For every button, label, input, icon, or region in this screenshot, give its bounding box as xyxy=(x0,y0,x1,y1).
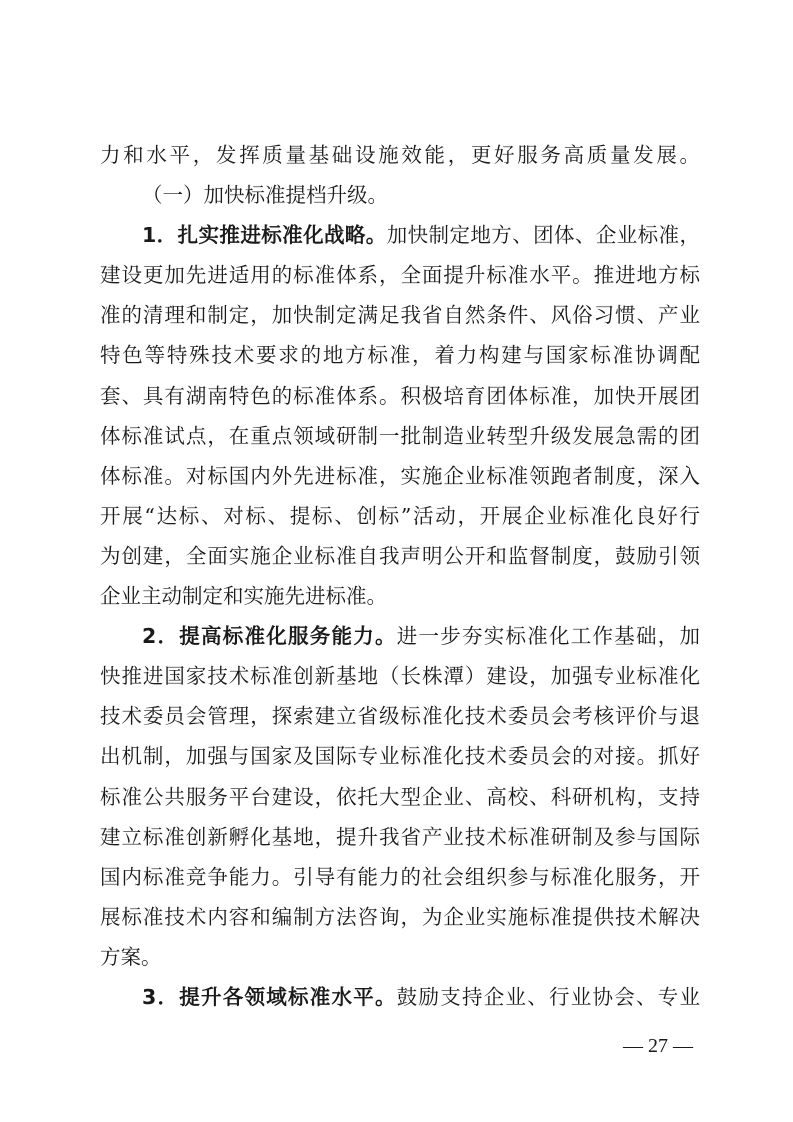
text-line: 套、具有湖南特色的标准体系。积极培育团体标准，加快开展团 xyxy=(100,383,700,408)
item-3-text: 鼓励支持企业、行业协会、专业 xyxy=(396,984,700,1009)
text-line: 体标准。对标国内外先进标准，实施企业标准领跑者制度，深入 xyxy=(100,463,700,488)
text-line: 国内标准竞争能力。引导有能力的社会组织参与标准化服务，开 xyxy=(100,864,700,889)
text-line: 体标准试点，在重点领域研制一批制造业转型升级发展急需的团 xyxy=(100,423,700,448)
page-number: — 27 — xyxy=(623,1035,693,1057)
text-line: 开展“达标、对标、提标、创标”活动，开展企业标准化良好行 xyxy=(100,503,700,528)
text-line: 建设更加先进适用的标准体系，全面提升标准水平。推进地方标 xyxy=(100,263,700,288)
item-2-title: 2．提高标准化服务能力。 xyxy=(142,624,397,649)
item-1-text: 加快制定地方、团体、企业标准， xyxy=(386,223,700,248)
text-line: 准的清理和制定，加快制定满足我省自然条件、风俗习惯、产业 xyxy=(100,303,700,328)
section-heading: （一）加快标准提档升级。 xyxy=(142,183,388,208)
item-3-first-line xyxy=(100,977,700,1017)
text-line: 建立标准创新孵化基地，提升我省产业技术标准研制及参与国际 xyxy=(100,824,700,849)
text-line: 技术委员会管理，探索建立省级标准化技术委员会考核评价与退 xyxy=(100,704,700,729)
text-line: 力和水平，发挥质量基础设施效能，更好服务高质量发展。 xyxy=(100,143,700,167)
item-1-first-line xyxy=(100,215,700,255)
text-line: 为创建，全面实施企业标准自我声明公开和监督制度，鼓励引领 xyxy=(100,543,700,568)
text-line: 标准公共服务平台建设，依托大型企业、高校、科研机构，支持 xyxy=(100,784,700,809)
text-line: 方案。 xyxy=(100,944,162,969)
text-line: 特色等特殊技术要求的地方标准，着力构建与国家标准协调配 xyxy=(100,343,700,368)
item-3-title: 3．提升各领域标准水平。 xyxy=(142,984,397,1009)
text-line: 展标准技术内容和编制方法咨询，为企业实施标准提供技术解决 xyxy=(100,904,700,929)
body-text xyxy=(100,135,700,1017)
item-1-title: 1．扎实推进标准化战略。 xyxy=(142,223,387,248)
item-2-text: 进一步夯实标准化工作基础，加 xyxy=(396,624,700,649)
text-line: 快推进国家技术标准创新基地（长株潭）建设，加强专业标准化 xyxy=(100,664,700,689)
item-2-first-line xyxy=(100,616,700,656)
text-line: 出机制，加强与国家及国际专业标准化技术委员会的对接。抓好 xyxy=(100,744,700,769)
text-line: 企业主动制定和实施先进标准。 xyxy=(100,584,387,609)
